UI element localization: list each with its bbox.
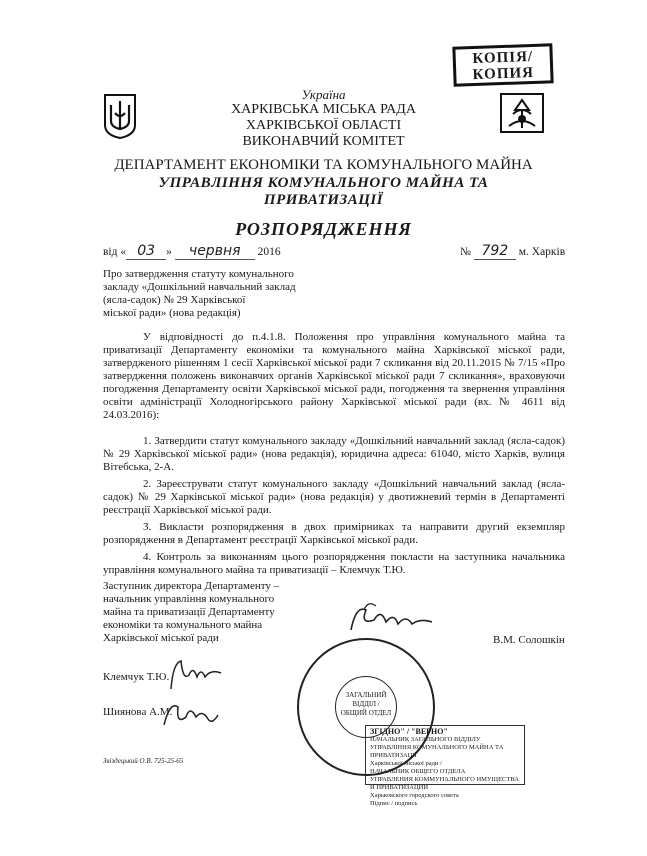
verified-stamp-line: УПРАВЛЕНИЯ КОММУНАЛЬНОГО ИМУЩЕСТВА И ПРИВАТИЗАЦИИ (370, 776, 519, 791)
document-number (460, 243, 565, 260)
signatory-position-line: Харківської міської ради (103, 632, 219, 644)
date-day: 03 (126, 243, 166, 260)
document-title: РОЗПОРЯДЖЕННЯ (235, 219, 412, 239)
verified-stamp-line: Харьковского городского совета (370, 792, 459, 799)
approval-name-2: Шиянова А.М. (103, 706, 173, 718)
body-item-1: 1. Затвердити статут комунального закладу «Дошкільний навчальний заклад (ясла-садок) № 29 Харківської міської ради» (нова редакція), юридична адреса: 61040, місто Харків, вулиця Вітебська, 2-А. (103, 435, 565, 473)
copy-stamp-line-2: КОПИЯ (472, 64, 535, 84)
header-country: Україна (301, 87, 346, 102)
approval-signature-1 (165, 655, 225, 695)
header-committee: ВИКОНАВЧИЙ КОМІТЕТ (242, 134, 405, 149)
signatory-position (103, 580, 303, 645)
round-stamp-line: ОБЩИЙ ОТДЕЛ (340, 709, 392, 717)
round-stamp-line: ВІДДІЛ / (352, 700, 380, 708)
subject-line: (ясла-садок) № 29 Харківської (103, 294, 246, 306)
header-region: ХАРКІВСЬКОЇ ОБЛАСТІ (245, 118, 402, 133)
verified-stamp-line: Харківської міської ради / (370, 760, 442, 767)
signatory-position-line: Заступник директора Департаменту – (103, 580, 280, 592)
verified-stamp-line: НАЧАЛЬНИК ОБЩЕГО ОТДЕЛА (370, 768, 466, 775)
verified-stamp-line: НАЧАЛЬНИК ЗАГАЛЬНОГО ВІДДІЛУ (370, 736, 481, 743)
document-body (103, 331, 565, 577)
signatory-position-line: економіки та комунального майна (103, 619, 263, 631)
signatory-position-line: начальник управління комунального (103, 593, 275, 605)
document-subject (103, 268, 303, 320)
body-item-4: 4. Контроль за виконанням цього розпорядження покласти на заступника начальника управління комунального майна та приватизації – Клемчук Т.Ю. (103, 551, 565, 576)
header-directorate-line-2: ПРИВАТИЗАЦІЇ (263, 192, 384, 208)
date-month: червня (175, 243, 255, 260)
signatory-name: В.М. Солошкін (493, 634, 565, 646)
director-signature (346, 600, 436, 640)
date-prefix: від « (103, 246, 127, 258)
date-year: 2016 (257, 246, 281, 258)
verified-stamp-line: УПРАВЛІННЯ КОМУНАЛЬНОГО МАЙНА ТА ПРИВАТИЗАЦІЇ (370, 744, 504, 759)
header-directorate-line-1: УПРАВЛІННЯ КОМУНАЛЬНОГО МАЙНА ТА (158, 175, 489, 191)
copy-stamp-line-1: КОПІЯ/ (472, 48, 534, 68)
executor-note: Звіздецький О.В. 725-25-65 (103, 757, 184, 765)
approval-signature-2 (160, 695, 220, 735)
number-value: 792 (474, 243, 516, 260)
subject-line: міської ради» (нова редакція) (103, 307, 241, 319)
date-mid: » (166, 246, 172, 258)
body-item-3: 3. Викласти розпорядження в двох примірниках та направити другий екземпляр розпорядження в Департамент реєстрації Харківської міської ради. (103, 521, 565, 546)
subject-line: Про затвердження статуту комунального (103, 268, 294, 280)
header-council: ХАРКІВСЬКА МІСЬКА РАДА (231, 102, 416, 117)
verified-copy-stamp (365, 725, 525, 807)
verified-stamp-line: Підпис / подпись (370, 800, 418, 807)
number-city: м. Харків (518, 246, 566, 258)
copy-stamp (452, 43, 553, 86)
header-department: ДЕПАРТАМЕНТ ЕКОНОМІКИ ТА КОМУНАЛЬНОГО МАЙНА (114, 157, 533, 173)
verified-stamp-title: ЗГІДНО" / "ВЕРНО" (370, 727, 448, 736)
signatory-position-line: майна та приватизації Департаменту (103, 606, 275, 618)
document-date (103, 243, 281, 260)
number-prefix: № (460, 246, 471, 258)
body-preamble: У відповідності до п.4.1.8. Положення про управління комунального майна та приватизації Департаменту економіки та комунального майна Харківської міської ради, затвердженого рішенням 1 сесії Харківської міської ради 7 скликання від 20.11.2015 № 7/15 «Про затвердження положень виконавчих органів Харківської міської ради 7 скликання», враховуючи погодження Департаменту освіти Харківської міської ради, погодження та звернення управління освіти адміністрації Холодногірського району Харківської міської ради (вх. № 4611 від 24.03.2016): (103, 331, 565, 421)
round-stamp-line: ЗАГАЛЬНИЙ (345, 691, 387, 699)
body-item-2: 2. Зареєструвати статут комунального закладу «Дошкільний навчальний заклад (ясла-садок) № 29 Харківської міської ради» (нова редакція) у двотижневий термін в Департаменті реєстрації Харківської міської ради. (103, 478, 565, 516)
approval-name-1: Клемчук Т.Ю. (103, 671, 170, 683)
subject-line: закладу «Дошкільний навчальний заклад (103, 281, 296, 293)
